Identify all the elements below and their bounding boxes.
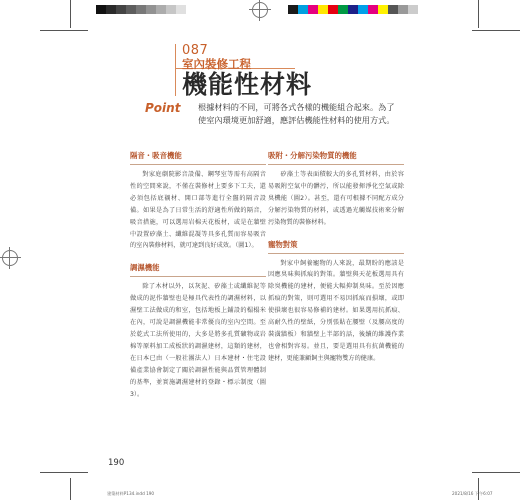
- section-pollutant-absorption: [268, 150, 404, 229]
- section-heading: 隔音・吸音機能: [130, 151, 182, 160]
- section-body: 矽藻土等表面積較大的多孔質材料，由於容易吸附空氣中的髒污，所以能發揮淨化空氣或除臭機能（圖2）。甚至，還有可根據不同配方成分分解污染物質的材料，或透過光觸媒技術來分解污染物質的裝修材料。: [268, 171, 404, 226]
- title-rule-vertical: [175, 44, 176, 96]
- section-soundproofing: [130, 150, 266, 252]
- gray-ramp: [96, 5, 186, 14]
- point-text: 根據材料的不同，可將各式各樣的機能組合起來。為了使室內環境更加舒適，應評估機能性材料的使用方式。: [198, 102, 395, 125]
- crop-mark-bottom-right-h: [472, 472, 520, 473]
- registration-mark-left: [2, 250, 18, 266]
- section-humidity-control: [130, 262, 266, 400]
- color-bar: [288, 5, 418, 14]
- left-column: [130, 150, 266, 400]
- section-heading: 調濕機能: [130, 263, 160, 273]
- section-heading: 寵物對策: [268, 239, 298, 249]
- section-body: 對家庭劇院影音設備、鋼琴室等需有高隔音性的空間來說，不僅在裝修材上要多下工夫，還必須包括底襯材、開口部等進行全盤的隔音設備。如果是為了日常生活的舒適性所做的隔音，吸音措施，可以選用岩棉天花板材，或是在牆壁中設置矽藻土、纖維混凝等具多孔質而容易吸音的室內裝修材料，就可達到良好成效。（圖1）。: [130, 171, 266, 250]
- crop-mark-bottom-left-v: [70, 478, 71, 500]
- page-number: 190: [108, 458, 125, 468]
- crop-mark-top-right-h: [472, 30, 520, 31]
- chapter-number: 087: [182, 43, 209, 58]
- section-divider: [268, 164, 404, 165]
- section-pet-measures: [268, 239, 404, 365]
- slug-file-info: 建築材料P134.indd 190: [107, 491, 155, 496]
- chapter-category: 室內裝修工程: [182, 57, 251, 71]
- slug-timestamp: 2021/8/16 下午6:07: [452, 491, 493, 496]
- page-title: 機能性材料: [182, 70, 313, 99]
- crop-mark-bottom-left-h: [40, 472, 88, 473]
- section-divider: [130, 164, 266, 165]
- section-body: 對家中飼養寵物的人來說，最期盼的應該是因應臭味與抓痕的對策。牆壁與天花板選用具有除臭機能的建材，便能大幅抑制臭味。至於因應抓痕的對策，則可選用不易因抓痕而損壞，或即使損壞也很容易修補的建材。如果選用抗抓痕、高耐久性的壁紙，分別張貼在腰壁（及腰高度的裝潢牆板）和牆壁上半部的話，後續的維護作業也會相對容易。並且，要是選用具有抗菌機能的建材，更能兼顧飼主與寵物雙方的健康。: [268, 259, 404, 362]
- registration-mark-top: [252, 2, 268, 18]
- point-label: Point: [145, 101, 181, 115]
- section-heading: 吸附・分解污染物質的機能: [268, 151, 357, 160]
- section-divider: [268, 253, 404, 254]
- section-body: 除了木材以外，以灰泥、矽藻土或纖維泥等做成的泥作牆壁也是極具代表性的調濕材料，以濕壁工法做成的和室，包括地板上鋪設的榻榻米在內，可說是調濕機能非常優良的室內空間。至於乾式工法所使用的，大多是將多孔質礦物或岩棉等原料加工成板狀的調濕建材，這類的建材，在日本已由（一般社團法人）日本建材・住宅設備產業協會制定了關於調濕性能與品質管理體制的基準，並實施調濕建材的登錄・標示制度（圖3）。: [130, 283, 266, 398]
- section-divider: [130, 276, 266, 277]
- crop-mark-top-right-v: [478, 0, 479, 28]
- right-column: [268, 150, 404, 365]
- crop-mark-top-left-h: [40, 30, 88, 31]
- crop-mark-top-left-v: [70, 0, 71, 28]
